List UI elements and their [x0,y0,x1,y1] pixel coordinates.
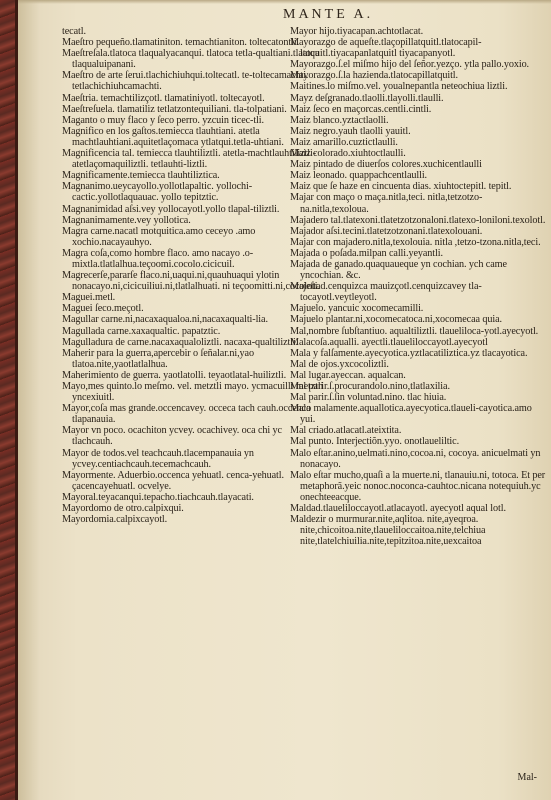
dictionary-entry: Magnanimo.ueycayollo.yollotlapaltic. yollochi-cactic.yollotlaquauac. yollo tepitztic. [62,181,253,204]
dictionary-entry: Maiz amarillo.cuztictlaulli. [290,136,398,148]
dictionary-entry: Mal punto. Interjectiõn.yyo. onotlaueliltic. [290,436,460,448]
dictionary-entry: Majar con majadero.nitla,texolouia. nitla ,tetzo-tzona.nitla,teci. [290,236,541,248]
catchword: Mal- [517,772,537,783]
dictionary-entry: Mayz deſgranado.tlaolli.tlayolli.tlaulli. [290,92,444,104]
dictionary-entry: Magnanimidad aſsi.vey yollocayotl.yollo tlapal-tiliztli. [62,203,280,215]
dictionary-entry: Magra coſa,como hombre flaco. amo nacayo .o-mixtla.tlatlalhua.teçoomi.cocolo.cicicuil. [62,247,254,270]
dictionary-entry: Maeſtreſala.tlatoca tlaqualyacanqui. tlatoca tetla-qualtiani.tlatoca tlaqualuipanani. [62,48,320,71]
running-title: MANTE A. [283,7,374,22]
dictionary-entry: Maiz colorado.xiuhtoctlaulli. [290,148,406,160]
right-column [290,26,548,547]
dictionary-entry: Majada o poſada.milpan calli.yeyantli. [290,247,443,259]
dictionary-entry: Mayorazgo de aqueſte.tlaçopillatquitl.tlatocapil-latquitl.tiyacapanlatquitl tiyacapanyotl. [290,37,482,60]
dictionary-entry: Maiz ſeco en maçorcas.centli.cintli. [290,103,432,115]
dictionary-entry: Mayor hijo.tiyacapan.achtotlacat. [290,26,424,37]
page-header [18,4,551,26]
dictionary-entry: Mal parir.ſ.procurandolo.nino,tlatlaxilia. [290,381,450,392]
dictionary-entry: Magnificencia tal. temiecca tlauhtiliztli. atetla-machtlauhtiliztli-atetlaçomaquiliztli. tetlauhti-liztli. [62,148,317,171]
dictionary-entry: Majador aſsi.tecini.tlatetzotzonani.tlatexolouani. [290,225,483,237]
dictionary-entry: Maiz negro.yauh tlaolli yauitl. [290,125,411,137]
dictionary-entry: Majuelo plantar.ni,xocomecatoca.ni,xocomecaa quia. [290,314,502,326]
dictionary-entry: Majuelo. yancuic xocomecamilli. [290,303,424,315]
dictionary-entry: Maganto o muy flaco y ſeco perro. yzcuin ticec-tli. [62,114,264,126]
dictionary-entry: Mayor de todos.vel teachcauh.tlacempanauia yn ycvey.centiachcauh.tecemachcauh. [62,447,254,470]
dictionary-entry: Maitines.lo miſmo.vel. youalnepantla neteochiua liztli. [290,81,508,93]
dictionary-entry: Malo eſtar mucho,quaſi a la muerte.ni, tlanauiu.ni, totoca. Et per metaphorã.yeic nonoc.noconca-cauhtoc.nicana notequiuh.yc onechteeacque. [290,469,546,503]
dictionary-entry: Magnifico en los gaſtos.temiecca tlauhtiani. atetla machtlauhtiani.aquitetlaçomaca ytlatqui.tetla-uhtiani. [62,125,284,148]
dictionary-entry: Maherir para la guerra,apercebir o ſeñalar.ni,yao tlatoa.nite,yaotlatlalhua. [62,347,254,370]
dictionary-entry: Maiz blanco.yztactlaolli. [290,114,389,126]
dictionary-entry: Mala y falſamente.ayecyotica.yztlacatiliztica.yz tlacayotica. [290,347,528,359]
dictionary-entry: Mal parir.ſ.ſin voluntad.nino. tlac hiuia. [290,392,447,404]
dictionary-entry: Malo eſtar.anino,uelmati.nino,cocoa.ni, cocoya. anicuelmati yn nonacayo. [290,447,541,470]
dictionary-entry: Mayor vn poco. ocachiton ycvey. ocachivey. oca chi yc tlachcauh. [62,425,282,448]
dictionary-entry: Maiz leonado. quappachcentlaulli. [290,170,428,182]
dictionary-entry: Maiz pintado de diuerſos colores.xuchicentlaulli [290,159,482,171]
dictionary-entry: Mayordomo de otro.calpixqui. [62,503,184,515]
dictionary-entry: Mayorazgo.ſ.la hazienda.tlatocapillatquitl. [290,70,458,82]
dictionary-entry: Maherimiento de guerra. yaotlatolli. teyaotlatal-huiliztli. [62,369,287,381]
dictionary-entry: Magullada carne.xaxaqualtic. papatztic. [62,325,221,337]
dictionary-entry: tecatl. [62,26,86,37]
dictionary-entry: Mayorazgo.ſ.el miſmo hijo del ſeñor.yezço. ytla pallo.yoxio. [290,59,530,71]
book-page [18,0,551,800]
dictionary-entry: Maldezir o murmurar.nite,aqlitoa. nite,ayeqroa. nite,chicoitoa.nite,tlaueliloccaitoa.nite,telchiua nite,tlatelchiuilia.nite,tepitzitoa.nite,uexcaitoa [290,514,486,548]
dictionary-entry: Maguei.metl. [62,292,116,304]
dictionary-entry: Mal de ojos.yxcocoliztli. [290,358,389,370]
book-binding-edge [0,0,18,800]
dictionary-entry: Mal lugar.ayeccan. aqualcan. [290,369,406,381]
dictionary-entry: Mayo,mes quinto.lo meſmo. vel. metztli mayo. ycmacuilli metztli yncexiuitl. [62,381,324,404]
left-column [62,26,324,525]
dictionary-entry: Malacoſa.aqualli. ayectli.tlaueliloccayotl.ayecyotl [290,336,488,348]
dictionary-entry: Maiz que ſe haze en cincuenta dias. xiuhtoctepitl. tepitl. [290,181,512,193]
dictionary-entry: Maguei ſeco.meçotl. [62,303,144,315]
dictionary-entry: Majada de ganado.quaquaueque yn cochian. ych came yncochian. &c. [290,258,507,282]
dictionary-entry: Maeſtro pequeño.tlamatiniton. temachtianiton. toltecatontli. [62,37,300,49]
dictionary-entry: Maldad.tlaueliloccayotl.atlacayotl. ayecyotl aqual lotl. [290,503,506,515]
dictionary-entry: Mayormente. Aduerbio.occenca yehuatl. cenca-yehuatl. çacencayehuatl. ocvelye. [62,469,284,492]
dictionary-entry: Malo malamente.aquallotica.ayecyotica.tlaueli-cayotica.amo yui. [290,403,532,426]
dictionary-entry: Magra carne.nacatl motquitica.amo ceceyo .amo xochio.nacayauhyo. [62,225,256,248]
dictionary-entry: Majar con maço o maça.nitla,teci. nitla,tetzotzo-na.nitla,texoloua. [290,192,483,215]
dictionary-entry: Magrecerſe,pararſe flaco.ni,uaqui.ni,quauhuaqui ylotin nonacayo.ni,cicicuiliui.ni,tlatlalhuati. ni teçoomitti.ni,cocoloti. [62,270,320,293]
dictionary-entry: Magullar carne.ni,nacaxaqualoa.ni,nacaxaqualti-lia. [62,314,268,326]
dictionary-entry: Maeſtreſuela. tlamatiliz tetlatzontequiliani. tla-tolpatiani. [62,103,287,115]
dictionary-entry: Magulladura de carne.nacaxaqualoliztli. nacaxa-qualtiliztli. [62,336,299,348]
dictionary-entry: Mayoral.teyacanqui.tepacho.tiachcauh.tlayacati. [62,491,254,503]
dictionary-entry: Majeſtad.cenquizca mauizçotl.cenquizcavey tla-tocayotl.veytleyotl. [290,281,482,304]
dictionary-entry: Mayor,coſa mas grande.occencavey. occeca tach cauh.occenca tlapanauia. [62,403,311,426]
dictionary-entry: Mayordomia.calpixcayotl. [62,514,168,526]
dictionary-entry: Maeſtria. temachtilizçotl. tlamatiniyotl. toltecayotl. [62,92,265,104]
dictionary-entry: Mal,nombre ſubſtantiuo. aqualtiliztli. tlaueliloca-yotl.ayecyotl. [290,325,539,337]
dictionary-entry: Magnificamente.temiecca tlauhtiliztica. [62,170,220,182]
dictionary-entry: Mal criado.atlacatl.ateixtita. [290,425,402,437]
dictionary-entry: Maeſtro de arte ſerui.tlachichiuhqui.toltecatl. te-toltecamachti. tetlachichiuhcamachti. [62,70,309,93]
dictionary-entry: Magnanimamente.vey yollotica. [62,214,191,226]
dictionary-entry: Majadero tal.tlatexoni.tlatetzotzonaloni.tlatexo-loniloni.texolotl. [290,214,546,226]
